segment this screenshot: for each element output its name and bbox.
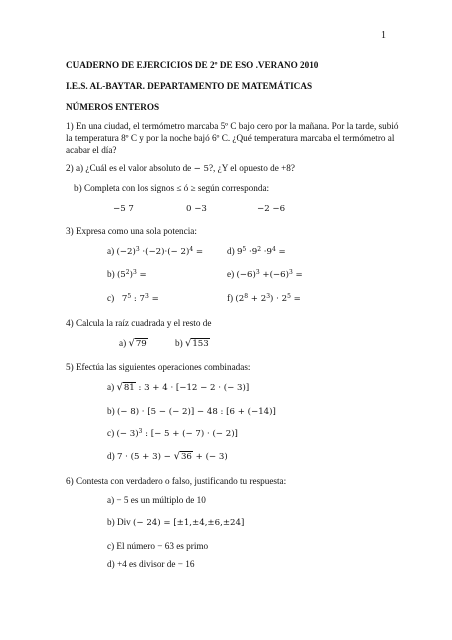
exercise-5d (107, 450, 228, 463)
exercise-1: 1) En una ciudad, el termómetro marcaba 5º C bajo cero por la mañana. Por la tarde, subió la temperatura 8º C y por la noche bajó 6º C. ¿Qué temperatura marcaba el termómetro al acabar el día? (66, 121, 399, 155)
exercise-5-prompt: 5) Efectúa las siguientes operaciones combinadas: (66, 362, 251, 372)
label-3a: a) (107, 246, 115, 256)
exercise-6a: a) − 5 es un múltiplo de 10 (107, 495, 206, 505)
compare-pair-1: −5 7 (113, 204, 134, 214)
label-5a: a) (107, 382, 115, 392)
expression-5d: 7 · (5 + 3) − √36 + (− 3) (116, 451, 228, 462)
label-4a: a) (119, 338, 127, 348)
compare-pair-3: −2 −6 (257, 204, 286, 214)
expression-5a: √81 : 3 + 4 · [−12 − 2 · (− 3)] (116, 382, 250, 393)
radicand-4a: 79 (135, 339, 147, 349)
expression-3c: $7^5$ : $7^3$ = (116, 293, 159, 304)
exercise-3c (107, 292, 159, 305)
sqrt-4b: √153 (184, 338, 209, 349)
expression-3f: $(2^8 + 2^3) \cdot 2^5$ = (235, 293, 301, 304)
exercise-3e (227, 268, 303, 281)
expression-3d: $9^5 \cdot 9^2 \cdot 9^4$ = (236, 246, 286, 257)
label-3d: d) (227, 246, 235, 256)
exercise-6b (107, 516, 244, 529)
label-4b: b) (175, 338, 183, 348)
expression-3b: $(5^2)^3$ = (116, 269, 147, 280)
sqrt-4a: √79 (128, 338, 147, 349)
expression-3e: $(-6)^3 +(-6)^3$ = (236, 269, 303, 280)
expression-5c: (− 3)$^3$ : [− 5 + (− 7) · (− 2)] (116, 428, 238, 439)
radicand-4b: 153 (192, 339, 209, 349)
exercise-3b (107, 268, 147, 281)
exercise-2a-text-post: ?, ¿Y el opuesto de +8? (208, 163, 295, 173)
exercise-6-prompt: 6) Contesta con verdadero o falso, justificando tu respuesta: (66, 476, 287, 486)
exercise-4b (175, 337, 210, 350)
label-5d: d) (107, 451, 115, 461)
label-3e: e) (227, 269, 235, 279)
exercise-3a (107, 245, 203, 258)
label-6b: b) Div (107, 517, 131, 527)
label-3c: c) (107, 293, 115, 303)
label-5b: b) (107, 406, 115, 416)
exercise-2a-text-pre: 2) a) ¿Cuál es el valor absoluto de (66, 163, 192, 173)
exercise-2a (66, 162, 295, 175)
exercise-2b: b) Completa con los signos ≤ ó ≥ según corresponda: (74, 183, 270, 193)
compare-pair-2: 0 −3 (186, 204, 207, 214)
exercise-3-prompt: 3) Expresa como una sola potencia: (66, 226, 197, 236)
exercise-4-prompt: 4) Calcula la raíz cuadrada y el resto de (66, 318, 212, 328)
exercise-6c: c) El número − 63 es primo (107, 541, 209, 551)
exercise-3f (227, 292, 301, 305)
exercise-5c (107, 427, 238, 440)
label-3f: f) (227, 293, 234, 303)
expression-3a: $(-2)^3 \cdot(-2)\cdot(- 2)^4$ = (116, 246, 204, 257)
document-title: CUADERNO DE EJERCICIOS DE 2º DE ESO .VERANO 2010 (66, 60, 319, 70)
exercise-5b (107, 405, 276, 418)
topic-heading: NÚMEROS ENTEROS (66, 102, 160, 112)
expression-6b: (− 24) = [±1,±4,±6,±24] (133, 518, 245, 528)
label-5c: c) (107, 428, 115, 438)
expression-5b: (− 8) · [5 − (− 2)] − 48 : [6 + (−14)] (116, 407, 276, 417)
school-department: I.E.S. AL-BAYTAR. DEPARTAMENTO DE MATEMÁTICAS (66, 81, 313, 91)
exercise-2a-math: − 5 (193, 164, 209, 174)
exercise-4a (119, 337, 148, 350)
exercise-5a (107, 381, 249, 394)
exercise-3d (227, 245, 286, 258)
exercise-6d: d) +4 es divisor de − 16 (107, 559, 195, 569)
page-number: 1 (381, 30, 386, 41)
label-3b: b) (107, 269, 115, 279)
